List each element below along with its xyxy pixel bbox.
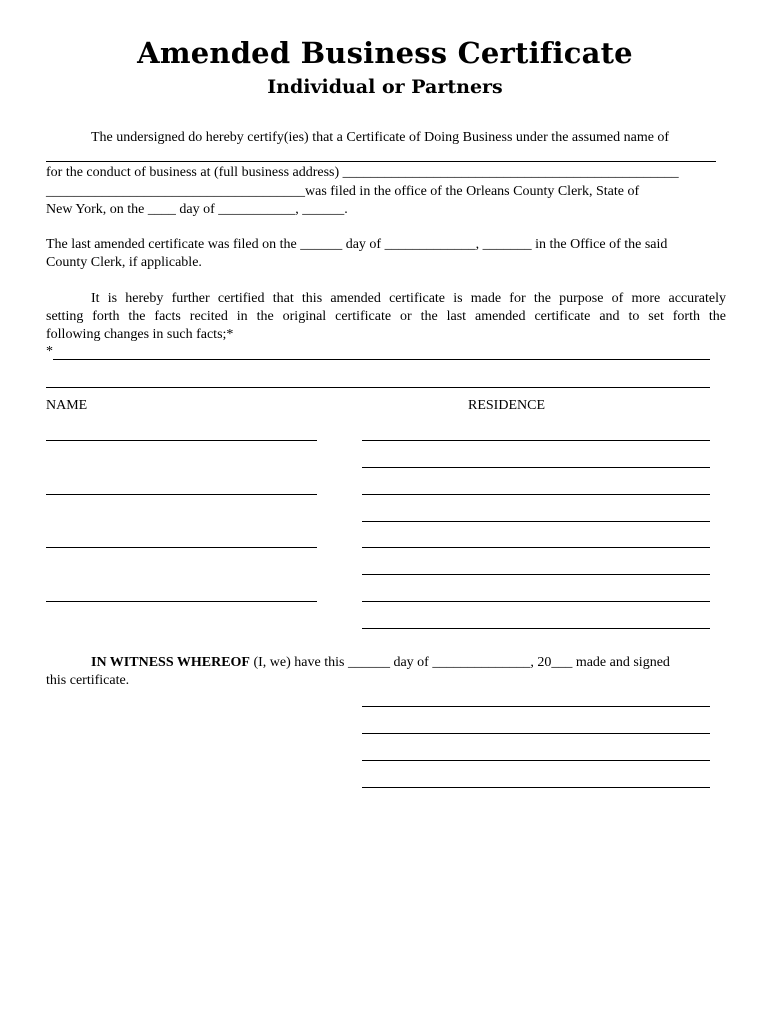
residence-field-2a[interactable] <box>362 494 710 495</box>
changes-field-1[interactable] <box>53 359 710 360</box>
name-field-2[interactable] <box>46 494 317 495</box>
para1-line2: for the conduct of business at (full business address) ________________________________________________ <box>46 165 679 180</box>
name-column-header: NAME <box>46 398 88 413</box>
residence-field-2b[interactable] <box>362 521 710 522</box>
residence-field-4a[interactable] <box>362 601 710 602</box>
para3-block <box>46 290 726 326</box>
residence-field-1a[interactable] <box>362 440 710 441</box>
para3-line1: It is hereby further certified that this amended certificate is made for the purpose of more accurately <box>91 291 726 306</box>
residence-field-1b[interactable] <box>362 467 710 468</box>
para2-line1: The last amended certificate was filed on the ______ day of _____________, _______ in the Office of the said <box>46 237 668 252</box>
residence-field-3b[interactable] <box>362 574 710 575</box>
signature-field-3[interactable] <box>362 760 710 761</box>
para1-line3: _____________________________________was filed in the office of the Orleans County Clerk, State of <box>46 184 640 199</box>
document-subtitle: Individual or Partners <box>267 76 503 98</box>
residence-column-header: RESIDENCE <box>468 398 545 413</box>
para2-line2: County Clerk, if applicable. <box>46 255 202 270</box>
asterisk-mark: * <box>46 344 53 359</box>
assumed-name-field[interactable] <box>46 161 716 162</box>
witness-rest: (I, we) have this ______ day of ______________, 20___ made and signed <box>249 655 670 670</box>
name-field-4[interactable] <box>46 601 317 602</box>
name-field-1[interactable] <box>46 440 317 441</box>
witness-line1 <box>91 654 670 672</box>
residence-field-4b[interactable] <box>362 628 710 629</box>
para3-line3: following changes in such facts;* <box>46 327 234 342</box>
document-title: Amended Business Certificate <box>137 36 633 70</box>
signature-field-4[interactable] <box>362 787 710 788</box>
signature-field-2[interactable] <box>362 733 710 734</box>
witness-line2: this certificate. <box>46 673 130 688</box>
para1-line4: New York, on the ____ day of ___________, ______. <box>46 202 348 217</box>
residence-field-3a[interactable] <box>362 547 710 548</box>
witness-bold: IN WITNESS WHEREOF <box>91 655 250 670</box>
para3-line2: setting forth the facts recited in the original certificate or the last amended certificate and to set forth the <box>46 309 726 324</box>
signature-field-1[interactable] <box>362 706 710 707</box>
name-field-3[interactable] <box>46 547 317 548</box>
changes-field-2[interactable] <box>46 387 710 388</box>
para1-line1: The undersigned do hereby certify(ies) that a Certificate of Doing Business under the assumed name of <box>91 130 670 145</box>
